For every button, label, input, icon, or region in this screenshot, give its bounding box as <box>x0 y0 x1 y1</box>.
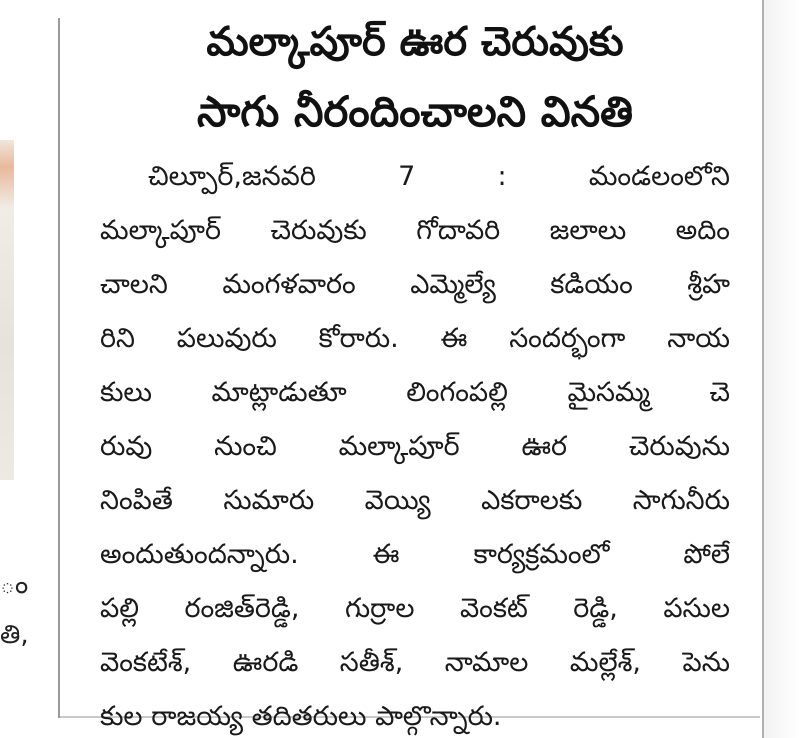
adjacent-column-text: తి, <box>0 622 29 648</box>
article-body-line: రిని పలువురు కోరారు. ఈ సందర్భంగా నాయ <box>100 323 730 354</box>
column-divider-left <box>58 18 60 718</box>
article-body-line: పల్లి రంజిత్‌రెడ్డి, గుర్రాల వెంకట్ రెడ్డి, పసుల <box>100 593 730 624</box>
article-body-line: కులు మాట్లాడుతూ లింగంపల్లి మైసమ్మ చె <box>100 377 730 408</box>
page-margin <box>764 0 800 738</box>
news-article <box>100 8 730 738</box>
article-body-line: చాలని మంగళవారం ఎమ్మెల్యే కడియం శ్రీహ <box>100 269 730 300</box>
article-body-line: వెంకటేశ్, ఊరడి సతీశ్, నామాల మల్లేశ్, పెను <box>100 647 730 678</box>
headline-line-2: సాగు నీరందించాలని వినతి <box>197 87 633 136</box>
article-body-line: మల్కాపూర్ చెరువుకు గోదావరి జలాలు అదిం <box>100 215 730 246</box>
article-body-line: చిల్పూర్,జనవరి 7 : మండలంలోని <box>148 161 730 192</box>
article-body-line: కుల రాజయ్య తదితరులు పాల్గొన్నారు. <box>100 701 502 732</box>
headline-line-1: మల్కాపూర్ ఊర చెరువుకు <box>206 19 624 65</box>
adjacent-photo-fragment <box>0 140 14 480</box>
article-body-line: అందుతుందన్నారు. ఈ కార్యక్రమంలో పోలే <box>100 539 730 570</box>
article-body-line: రువు నుంచి మల్కాపూర్ ఊర చెరువును <box>100 431 730 462</box>
article-body-line: నింపితే సుమారు వెయ్యి ఎకరాలకు సాగునీరు <box>100 485 730 516</box>
article-body <box>100 150 730 738</box>
adjacent-column-text: ం <box>0 572 29 598</box>
